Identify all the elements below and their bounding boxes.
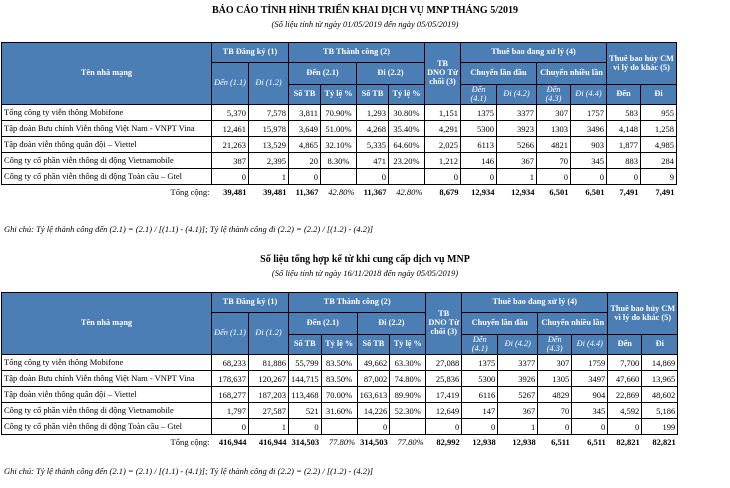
- table-cell: 3496: [571, 121, 607, 137]
- table-cell: 3497: [572, 371, 608, 387]
- table-row: [2, 419, 678, 435]
- table-cell: 6116: [462, 387, 498, 403]
- table-row: [2, 355, 678, 371]
- table-cell: 5266: [497, 137, 537, 153]
- header-first-move: Chuyển lần đầu: [462, 313, 538, 335]
- table-cell: 0: [425, 169, 461, 185]
- table-cell: 48,602: [642, 387, 678, 403]
- table-cell: 12,461: [212, 121, 249, 137]
- table-cell: 27,587: [249, 403, 289, 419]
- table-cell: 63.30%: [390, 355, 426, 371]
- table-cell: 1759: [572, 355, 608, 371]
- table-cell: 25,836: [426, 371, 462, 387]
- carrier-name: Tổng công ty viễn thông Mobifone: [2, 105, 212, 121]
- total-row: [2, 435, 678, 450]
- table-cell: 0: [357, 169, 389, 185]
- table-cell: 21,263: [212, 137, 249, 153]
- header-carrier: Tên nhà mạng: [2, 43, 212, 105]
- table-cell: 367: [498, 403, 538, 419]
- table-cell: 0: [289, 419, 322, 435]
- table-cell: 83.50%: [321, 371, 357, 387]
- table-cell: 7,578: [249, 105, 289, 121]
- header-first-move: Chuyển lần đầu: [461, 63, 537, 85]
- table-cell: 5,370: [212, 105, 249, 121]
- table-cell: 0: [572, 419, 608, 435]
- total-cell: 6,511: [551, 437, 570, 447]
- table-row: [2, 153, 677, 169]
- table-cell: 14,226: [357, 403, 390, 419]
- header-dno: TB DNO Từ chối (3): [425, 43, 461, 105]
- table-cell: 87,002: [357, 371, 390, 387]
- table-cell: 70: [537, 153, 571, 169]
- table-cell: 4829: [538, 387, 572, 403]
- table-cell: [321, 419, 357, 435]
- table-cell: [321, 169, 357, 185]
- table-cell: 51.00%: [321, 121, 357, 137]
- header-processing: Thuê bao đang xử lý (4): [462, 293, 608, 313]
- total-cell: 314,503: [360, 437, 388, 447]
- table-cell: 83.50%: [321, 355, 357, 371]
- table-row: [2, 105, 677, 121]
- table-cell: 5300: [462, 371, 498, 387]
- header-registered: TB Đăng ký (1): [212, 43, 289, 63]
- total-cell: 416,944: [258, 437, 287, 447]
- table-cell: 187,203: [249, 387, 289, 403]
- total-cell: 8,679: [439, 187, 459, 197]
- carrier-name: Công ty cổ phần viễn thông di động Vietnamobile: [2, 153, 212, 169]
- table-cell: 146: [461, 153, 497, 169]
- total-cell: 6,511: [587, 437, 606, 447]
- table-cell: 23.20%: [389, 153, 425, 169]
- header-multi-move: Chuyển nhiều lần: [537, 63, 607, 85]
- table-cell: 2,395: [249, 153, 289, 169]
- table-cell: 8.30%: [321, 153, 357, 169]
- table-cell: 32.10%: [321, 137, 357, 153]
- table-cell: 31.60%: [321, 403, 357, 419]
- table-cell: 0: [538, 419, 572, 435]
- table-cell: 0: [212, 419, 249, 435]
- total-cell: 42.80%: [396, 187, 423, 197]
- table-cell: 0: [289, 169, 321, 185]
- table-cell: 1,212: [425, 153, 461, 169]
- header-success-to: Đến (2.1): [289, 63, 357, 85]
- report-subtitle: (Số liệu tính từ ngày 01/05/2019 đến ngày 05/05/2019): [271, 19, 459, 29]
- table-cell: 0: [462, 419, 498, 435]
- table-cell: 4,268: [357, 121, 389, 137]
- table-cell: 883: [607, 153, 641, 169]
- total-label: Tổng cộng:: [170, 437, 210, 447]
- header-pct: Tỷ lệ %: [389, 85, 425, 105]
- table-cell: 903: [571, 137, 607, 153]
- header-success-from: Đi (2.2): [357, 313, 426, 335]
- table-cell: 3,811: [289, 105, 321, 121]
- header-cancel-from: Đi: [641, 85, 677, 105]
- table-cell: 52.30%: [390, 403, 426, 419]
- header-cancel-to: Đến: [607, 85, 641, 105]
- total-cell: 42.80%: [328, 187, 355, 197]
- table-cell: 47,660: [608, 371, 642, 387]
- table-cell: 1375: [462, 355, 498, 371]
- header-success-to: Đến (2.1): [289, 313, 358, 335]
- total-cell: 77.80%: [397, 437, 424, 447]
- table-cell: 5,186: [642, 403, 678, 419]
- table-cell: 55,799: [289, 355, 322, 371]
- header-count: Số TB: [289, 85, 321, 105]
- table-cell: 1,258: [641, 121, 677, 137]
- table-cell: 70.00%: [321, 387, 357, 403]
- table-cell: 284: [641, 153, 677, 169]
- header-p43: Đến (4.3): [538, 335, 572, 355]
- table-cell: 3,649: [289, 121, 321, 137]
- table-cell: 904: [572, 387, 608, 403]
- table-cell: 955: [641, 105, 677, 121]
- table-cell: 4,148: [607, 121, 641, 137]
- report-title: BÁO CÁO TÌNH HÌNH TRIỂN KHAI DỊCH VỤ MNP THÁNG 5/2019: [212, 5, 518, 16]
- table-cell: 3377: [498, 355, 538, 371]
- table-cell: 1375: [461, 105, 497, 121]
- table-row: [2, 371, 678, 387]
- table-cell: 70.90%: [321, 105, 357, 121]
- total-cell: 39,481: [223, 187, 247, 197]
- total-cell: 314,503: [291, 437, 320, 447]
- header-success: TB Thành công (2): [289, 293, 426, 313]
- table-cell: 30.80%: [389, 105, 425, 121]
- table-cell: 3377: [497, 105, 537, 121]
- header-p43: Đến (4.3): [537, 85, 571, 105]
- table-cell: 144,715: [289, 371, 322, 387]
- total-cell: 77.80%: [328, 437, 356, 447]
- table-cell: 3926: [498, 371, 538, 387]
- table-cell: [389, 169, 425, 185]
- table-cell: 35.40%: [389, 121, 425, 137]
- header-reg-to: Đến (1.1): [212, 63, 249, 105]
- table-cell: 74.80%: [390, 371, 426, 387]
- table-cell: 0: [607, 169, 641, 185]
- total-cell: 12,934: [471, 187, 495, 197]
- header-count: Số TB: [289, 335, 322, 355]
- header-cancel-from: Đi: [642, 335, 678, 355]
- table-cell: 9: [641, 169, 677, 185]
- header-processing: Thuê bao đang xử lý (4): [461, 43, 607, 63]
- mnp-table-monthly: [1, 42, 677, 199]
- table-cell: 178,637: [212, 371, 249, 387]
- summary-title: Số liệu tổng hợp kể từ khi cung cấp dịch vụ MNP: [260, 254, 470, 265]
- header-success-from: Đi (2.2): [357, 63, 425, 85]
- header-p41: Đến (4.1): [462, 335, 498, 355]
- table-cell: 0: [571, 169, 607, 185]
- header-cancelled: Thuê bao hủy CM vì lý do khác (5): [608, 293, 678, 335]
- mnp-table-cumulative: [1, 292, 678, 449]
- carrier-name: Tập đoàn viễn thông quân đội – Viettel: [2, 387, 212, 403]
- table-cell: 0: [608, 419, 642, 435]
- total-label: Tổng cộng:: [170, 187, 210, 197]
- carrier-name: Công ty cổ phần viễn thông di động Vietnamobile: [2, 403, 212, 419]
- table-cell: 12,649: [426, 403, 462, 419]
- table-cell: 0: [537, 169, 571, 185]
- summary-note: Ghi chú: Tỷ lệ thành công đến (2.1) = (2.1) / [(1.1) - (4.1)]; Tỷ lệ thành công đi (2.2) = (2.2) / [(1.2) - (4.2)]: [4, 466, 374, 476]
- carrier-name: Tập đoàn Bưu chính Viễn thông Việt Nam - VNPT Vina: [2, 371, 212, 387]
- table-cell: 6113: [461, 137, 497, 153]
- header-cancel-to: Đến: [608, 335, 642, 355]
- table-cell: 13,529: [249, 137, 289, 153]
- total-cell: 12,934: [511, 187, 535, 197]
- header-success: TB Thành công (2): [289, 43, 425, 63]
- table-cell: 49,662: [357, 355, 390, 371]
- total-cell: 12,938: [472, 437, 496, 447]
- total-cell: 12,938: [512, 437, 536, 447]
- table-cell: 14,869: [642, 355, 678, 371]
- total-row: [2, 185, 677, 200]
- header-p44: Đi (4.4): [571, 85, 607, 105]
- total-cell: 6,501: [549, 187, 569, 197]
- header-multi-move: Chuyển nhiều lần: [538, 313, 608, 335]
- table-row: [2, 387, 678, 403]
- table-row: [2, 137, 677, 153]
- header-p44: Đi (4.4): [572, 335, 608, 355]
- table-cell: 1: [249, 419, 289, 435]
- header-pct: Tỷ lệ %: [390, 335, 426, 355]
- table-cell: 163,613: [357, 387, 390, 403]
- header-dno: TB DNO Từ chối (3): [426, 293, 462, 355]
- table-cell: 367: [497, 153, 537, 169]
- table-cell: 387: [212, 153, 249, 169]
- table-cell: 68,233: [212, 355, 249, 371]
- table-cell: 3923: [497, 121, 537, 137]
- total-cell: 7,491: [655, 187, 675, 197]
- table-cell: 89.90%: [390, 387, 426, 403]
- table-cell: 17,419: [426, 387, 462, 403]
- total-cell: 11,367: [295, 187, 319, 197]
- header-p42: Đi (4.2): [498, 335, 538, 355]
- table-cell: 4,865: [289, 137, 321, 153]
- report-note: Ghi chú: Tỷ lệ thành công đến (2.1) = (2.1) / [(1.1) - (4.1)]; Tỷ lệ thành công đi (2.2) = (2.2) / [(1.2) - (4.2)]: [4, 224, 374, 234]
- table-cell: [390, 419, 426, 435]
- table-cell: 307: [537, 105, 571, 121]
- table-cell: 168,277: [212, 387, 249, 403]
- table-cell: 15,978: [249, 121, 289, 137]
- table-cell: 1303: [537, 121, 571, 137]
- table-cell: 120,267: [249, 371, 289, 387]
- table-cell: 0: [357, 419, 390, 435]
- table-row: [2, 403, 678, 419]
- summary-subtitle: (Số liệu tính từ ngày 16/11/2018 đến ngày 05/05/2019): [271, 268, 459, 278]
- table-cell: 7,700: [608, 355, 642, 371]
- carrier-name: Tổng công ty viễn thông Mobifone: [2, 355, 212, 371]
- table-cell: 4,291: [425, 121, 461, 137]
- header-cancelled: Thuê bao hủy CM vì lý do khác (5): [607, 43, 677, 85]
- table-cell: 1,151: [425, 105, 461, 121]
- table-cell: 0: [461, 169, 497, 185]
- table-cell: 471: [357, 153, 389, 169]
- total-cell: 6,501: [585, 187, 605, 197]
- table-cell: 1,797: [212, 403, 249, 419]
- table-cell: 5300: [461, 121, 497, 137]
- table-cell: 0: [212, 169, 249, 185]
- table-cell: 345: [572, 403, 608, 419]
- table-cell: 1: [497, 169, 537, 185]
- table-cell: 70: [538, 403, 572, 419]
- table-cell: 1,877: [607, 137, 641, 153]
- table-cell: 27,088: [426, 355, 462, 371]
- total-cell: 7,491: [619, 187, 639, 197]
- header-reg-to: Đến (1.1): [212, 313, 249, 355]
- header-registered: TB Đăng ký (1): [212, 293, 289, 313]
- carrier-name: Tập đoàn Bưu chính Viễn thông Việt Nam - VNPT Vina: [2, 121, 212, 137]
- table-row: [2, 121, 677, 137]
- carrier-name: Tập đoàn viễn thông quân đội – Viettel: [2, 137, 212, 153]
- header-carrier: Tên nhà mạng: [2, 293, 212, 355]
- total-cell: 11,367: [363, 187, 387, 197]
- table-cell: 583: [607, 105, 641, 121]
- table-cell: 1: [498, 419, 538, 435]
- table-cell: 1305: [538, 371, 572, 387]
- total-cell: 39,481: [263, 187, 287, 197]
- table-cell: 4,592: [608, 403, 642, 419]
- total-cell: 82,821: [652, 437, 676, 447]
- header-count: Số TB: [357, 85, 389, 105]
- table-cell: 1757: [571, 105, 607, 121]
- table-cell: 345: [571, 153, 607, 169]
- header-reg-from: Đi (1.2): [249, 313, 289, 355]
- table-cell: 20: [289, 153, 321, 169]
- table-cell: 199: [642, 419, 678, 435]
- carrier-name: Công ty cổ phần viễn thông di động Toàn cầu – Gtel: [2, 169, 212, 185]
- table-cell: 0: [426, 419, 462, 435]
- table-cell: 521: [289, 403, 322, 419]
- table-cell: 5267: [498, 387, 538, 403]
- table-cell: 147: [462, 403, 498, 419]
- total-cell: 416,944: [218, 437, 247, 447]
- header-p42: Đi (4.2): [497, 85, 537, 105]
- carrier-name: Công ty cổ phần viễn thông di động Toàn cầu – Gtel: [2, 419, 212, 435]
- header-reg-from: Đi (1.2): [249, 63, 289, 105]
- table-cell: 81,886: [249, 355, 289, 371]
- table-cell: 307: [538, 355, 572, 371]
- header-pct: Tỷ lệ %: [321, 85, 357, 105]
- table-cell: 1,293: [357, 105, 389, 121]
- table-cell: 2,025: [425, 137, 461, 153]
- table-cell: 13,965: [642, 371, 678, 387]
- header-pct: Tỷ lệ %: [321, 335, 357, 355]
- table-row: [2, 169, 677, 185]
- table-cell: 1: [249, 169, 289, 185]
- total-cell: 82,992: [436, 437, 460, 447]
- table-cell: 4,985: [641, 137, 677, 153]
- header-count: Số TB: [357, 335, 390, 355]
- table-cell: 4821: [537, 137, 571, 153]
- table-cell: 64.60%: [389, 137, 425, 153]
- table-cell: 5,335: [357, 137, 389, 153]
- total-cell: 82,821: [616, 437, 640, 447]
- table-cell: 22,869: [608, 387, 642, 403]
- table-cell: 113,468: [289, 387, 322, 403]
- header-p41: Đến (4.1): [461, 85, 497, 105]
